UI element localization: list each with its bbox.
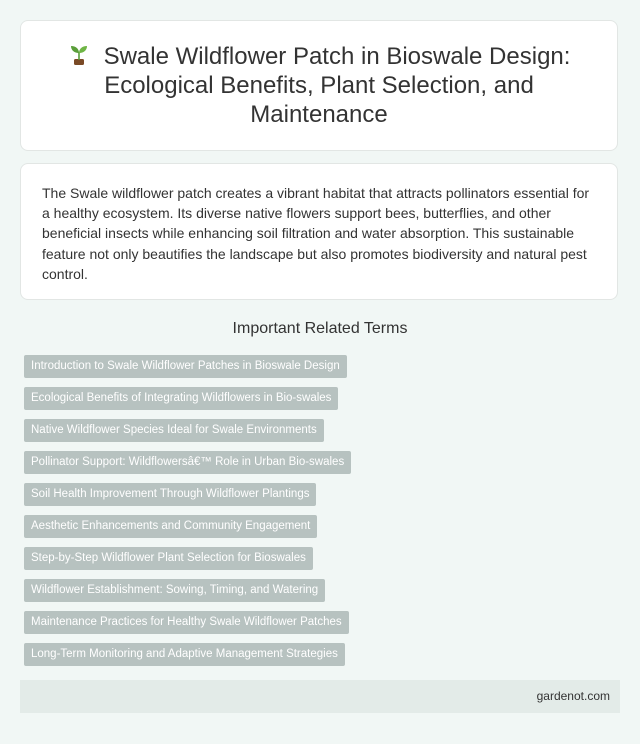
page-title-text: Swale Wildflower Patch in Bioswale Design: Ecological Benefits, Plant Selection, and Maintenance: [103, 43, 571, 128]
related-term-label[interactable]: Soil Health Improvement Through Wildflower Plantings: [24, 483, 316, 506]
related-term-tag[interactable]: [24, 481, 351, 504]
related-term-tag[interactable]: [24, 353, 351, 376]
related-term-tag[interactable]: [24, 641, 351, 664]
footer: [20, 680, 620, 713]
related-term-label[interactable]: Pollinator Support: Wildflowersâ€™ Role in Urban Bio-swales: [24, 451, 351, 474]
related-term-tag[interactable]: [24, 513, 351, 536]
related-term-tag[interactable]: [24, 577, 351, 600]
sprout-icon: [68, 44, 90, 66]
related-term-label[interactable]: Native Wildflower Species Ideal for Swale Environments: [24, 419, 324, 442]
related-term-label[interactable]: Aesthetic Enhancements and Community Engagement: [24, 515, 317, 538]
related-term-label[interactable]: Wildflower Establishment: Sowing, Timing, and Watering: [24, 579, 325, 602]
related-term-tag[interactable]: [24, 449, 351, 472]
related-term-tag[interactable]: [24, 609, 351, 632]
page-title: [59, 42, 579, 129]
related-term-tag[interactable]: [24, 417, 351, 440]
related-term-label[interactable]: Ecological Benefits of Integrating Wildflowers in Bio-swales: [24, 387, 338, 410]
related-term-label[interactable]: Step-by-Step Wildflower Plant Selection for Bioswales: [24, 547, 313, 570]
related-term-label[interactable]: Introduction to Swale Wildflower Patches in Bioswale Design: [24, 355, 347, 378]
related-term-tag[interactable]: [24, 545, 351, 568]
summary-text: The Swale wildflower patch creates a vibrant habitat that attracts pollinators essential for a healthy ecosystem. Its diverse native flowers support bees, butterflies, and other beneficial insects while enhancing soil filtration and water absorption. This sustainable feature not only beautifies the landscape but also promotes biodiversity and natural pest control.: [42, 185, 590, 282]
related-term-label[interactable]: Long-Term Monitoring and Adaptive Management Strategies: [24, 643, 345, 666]
related-term-label[interactable]: Maintenance Practices for Healthy Swale Wildflower Patches: [24, 611, 349, 634]
summary-card: [20, 163, 618, 300]
related-terms-list: [24, 353, 351, 673]
footer-site-link[interactable]: gardenot.com: [536, 689, 610, 703]
related-term-tag[interactable]: [24, 385, 351, 408]
related-terms-heading: Important Related Terms: [232, 320, 408, 337]
title-card: [20, 20, 618, 151]
